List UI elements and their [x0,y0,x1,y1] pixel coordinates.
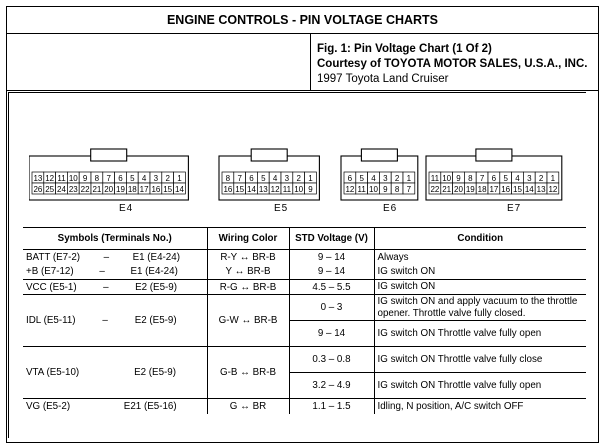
wiring-color-cell: Y ↔ BR-B [207,265,289,280]
pin-number: 18 [477,184,487,194]
terminal-a: VG (E5-2) [26,400,71,412]
pin-number: 1 [406,173,412,183]
pin-number: 7 [479,173,485,183]
pin-number: 16 [223,184,233,194]
connector-label-e7: E7 [507,203,522,214]
pin-number: 5 [359,173,364,183]
pin-number: 20 [454,184,463,194]
pin-number: 20 [104,184,114,194]
pin-number: 1 [550,173,556,183]
wiring-color-cell: G-W ↔ BR-B [207,295,289,347]
symbol-cell [23,295,207,347]
connector-e6-latch [361,149,397,161]
header-wiring-color: Wiring Color [207,228,289,250]
terminal-a: VCC (E5-1) [26,281,77,293]
symbol-cell [23,250,207,265]
condition-cell: Idling, N position, A/C switch OFF [374,399,586,414]
pin-number: 13 [536,184,546,194]
condition-cell: IG switch ON [374,265,586,280]
wiring-color-cell: R-G ↔ BR-B [207,280,289,295]
std-voltage-cell: 4.5 – 5.5 [289,280,374,295]
pin-number: 15 [513,184,522,194]
page-header: ENGINE CONTROLS - PIN VOLTAGE CHARTS [7,7,598,34]
condition-cell: IG switch ON Throttle valve fully close [374,347,586,373]
pin-number: 13 [258,184,268,194]
pin-number: 15 [163,184,173,194]
pin-number: 2 [538,173,544,183]
pin-number: 3 [284,173,290,183]
terminal-a: +B (E7-12) [26,266,74,278]
separator-dash: – [103,281,109,293]
wiring-color-cell: G-B ↔ BR-B [207,347,289,399]
pin-number: 11 [282,184,292,194]
pin-number: 13 [33,173,43,183]
connector-e5-latch [251,149,287,161]
wiring-color-cell: G ↔ BR [207,399,289,414]
figure-info-row [7,34,598,91]
pin-number: 21 [92,184,102,194]
pin-number: 2 [165,173,170,183]
pin-number: 18 [127,184,137,194]
pin-number: 5 [503,173,508,183]
pin-number: 25 [45,184,55,194]
pin-number: 16 [501,184,511,194]
terminal-b: E1 (E4-24) [132,251,180,263]
connector-label-e5: E5 [274,203,289,214]
pin-number: 4 [515,173,520,183]
terminal-b: E2 (E5-9) [134,315,177,326]
figure-caption-block [311,34,598,90]
pin-number: 21 [442,184,452,194]
pin-number: 22 [430,184,440,194]
pin-number: 10 [442,173,452,183]
header-symbols: Symbols (Terminals No.) [23,228,207,250]
terminal-b: E2 (E5-9) [135,281,177,293]
pin-number: 9 [82,173,88,183]
pin-number: 10 [369,184,378,194]
pin-number: 7 [406,184,412,194]
pin-number: 10 [68,173,78,183]
condition-cell: IG switch ON Throttle valve fully open [374,321,586,347]
table-row [23,280,586,295]
terminal-a: IDL (E5-11) [26,315,76,326]
pin-number: 7 [106,173,111,183]
pin-number: 9 [383,184,388,194]
pin-number: 17 [139,184,149,194]
table-row [23,250,586,265]
pin-number: 5 [130,173,135,183]
pin-voltage-table [23,227,586,414]
pin-number: 1 [308,173,313,183]
pin-number: 6 [347,173,353,183]
condition-cell: IG switch ON [374,280,586,295]
pin-number: 8 [394,184,400,194]
pin-number: 22 [80,184,90,194]
figure-content [8,92,586,438]
figure-info-blank [7,34,311,90]
pin-number: 5 [261,173,266,183]
pin-number: 2 [394,173,400,183]
pin-number: 14 [175,184,184,194]
pin-number: 3 [527,173,532,183]
terminal-b: E21 (E5-16) [123,400,177,412]
pin-number: 15 [235,184,245,194]
pin-number: 4 [371,173,376,183]
pin-number: 17 [489,184,499,194]
std-voltage-cell: 9 – 14 [289,250,374,265]
terminal-a: VTA (E5-10) [26,367,80,378]
std-voltage-cell: 0 – 3 [289,295,374,321]
terminal-b: E1 (E4-24) [130,266,178,278]
pin-number: 6 [118,173,123,183]
pin-number: 3 [383,173,388,183]
pin-number: 3 [153,173,159,183]
std-voltage-cell: 9 – 14 [289,321,374,347]
pin-number: 23 [68,184,78,194]
pin-number: 12 [345,184,355,194]
pin-number: 14 [524,184,534,194]
pin-number: 2 [296,173,301,183]
condition-cell: IG switch ON Throttle valve fully open [374,373,586,399]
std-voltage-cell: 3.2 – 4.9 [289,373,374,399]
pin-number: 8 [468,173,473,183]
pin-number: 19 [116,184,125,194]
terminal-a: BATT (E7-2) [26,251,81,263]
pin-number: 4 [272,173,278,183]
pin-number: 6 [249,173,254,183]
header-std-voltage: STD Voltage (V) [289,228,374,250]
connector-e7-latch [476,149,512,161]
pin-number: 9 [456,173,461,183]
pin-number: 7 [237,173,242,183]
table-header-row [23,228,586,250]
connector-label-e6: E6 [383,203,398,214]
wiring-color-cell: R-Y ↔ BR-B [207,250,289,265]
connector-diagram [29,148,569,228]
std-voltage-cell: 1.1 – 1.5 [289,399,374,414]
pin-number: 12 [548,184,558,194]
separator-dash: – [102,315,108,326]
pin-number: 14 [247,184,256,194]
figure-caption: Fig. 1: Pin Voltage Chart (1 Of 2) [317,43,492,55]
separator-dash: – [103,251,110,263]
condition-cell: Always [374,250,586,265]
std-voltage-cell: 0.3 – 0.8 [289,347,374,373]
pin-number: 12 [270,184,280,194]
pin-number: 16 [151,184,161,194]
header-condition: Condition [374,228,586,250]
figure-courtesy: Courtesy of TOYOTA MOTOR SALES, U.S.A., INC. [317,58,588,70]
pin-number: 8 [94,173,100,183]
pin-number: 11 [57,173,66,183]
pin-number: 26 [33,184,43,194]
symbol-cell [23,280,207,295]
terminal-b: E2 (E5-9) [134,367,177,378]
pin-number: 11 [357,184,366,194]
pin-number: 19 [465,184,475,194]
symbol-cell [23,399,207,414]
pin-number: 12 [45,173,55,183]
symbol-cell [23,347,207,399]
symbol-cell [23,265,207,280]
table-row [23,399,586,414]
connector-label-e4: E4 [119,203,134,214]
pin-number: 10 [294,184,304,194]
pin-number: 1 [177,173,182,183]
pin-number: 8 [225,173,231,183]
figure-vehicle: 1997 Toyota Land Cruiser [317,73,449,85]
connector-e4-latch [91,149,127,161]
table-row [23,295,586,321]
table-row [23,347,586,373]
condition-cell: IG switch ON and apply vacuum to the throttle opener. Throttle valve fully closed. [374,295,586,321]
separator-dash: – [99,266,105,278]
pin-number: 4 [141,173,147,183]
pin-number: 11 [430,173,440,183]
table-row [23,265,586,280]
pin-number: 24 [57,184,66,194]
pin-number: 9 [308,184,313,194]
std-voltage-cell: 9 – 14 [289,265,374,280]
pin-number: 6 [491,173,497,183]
